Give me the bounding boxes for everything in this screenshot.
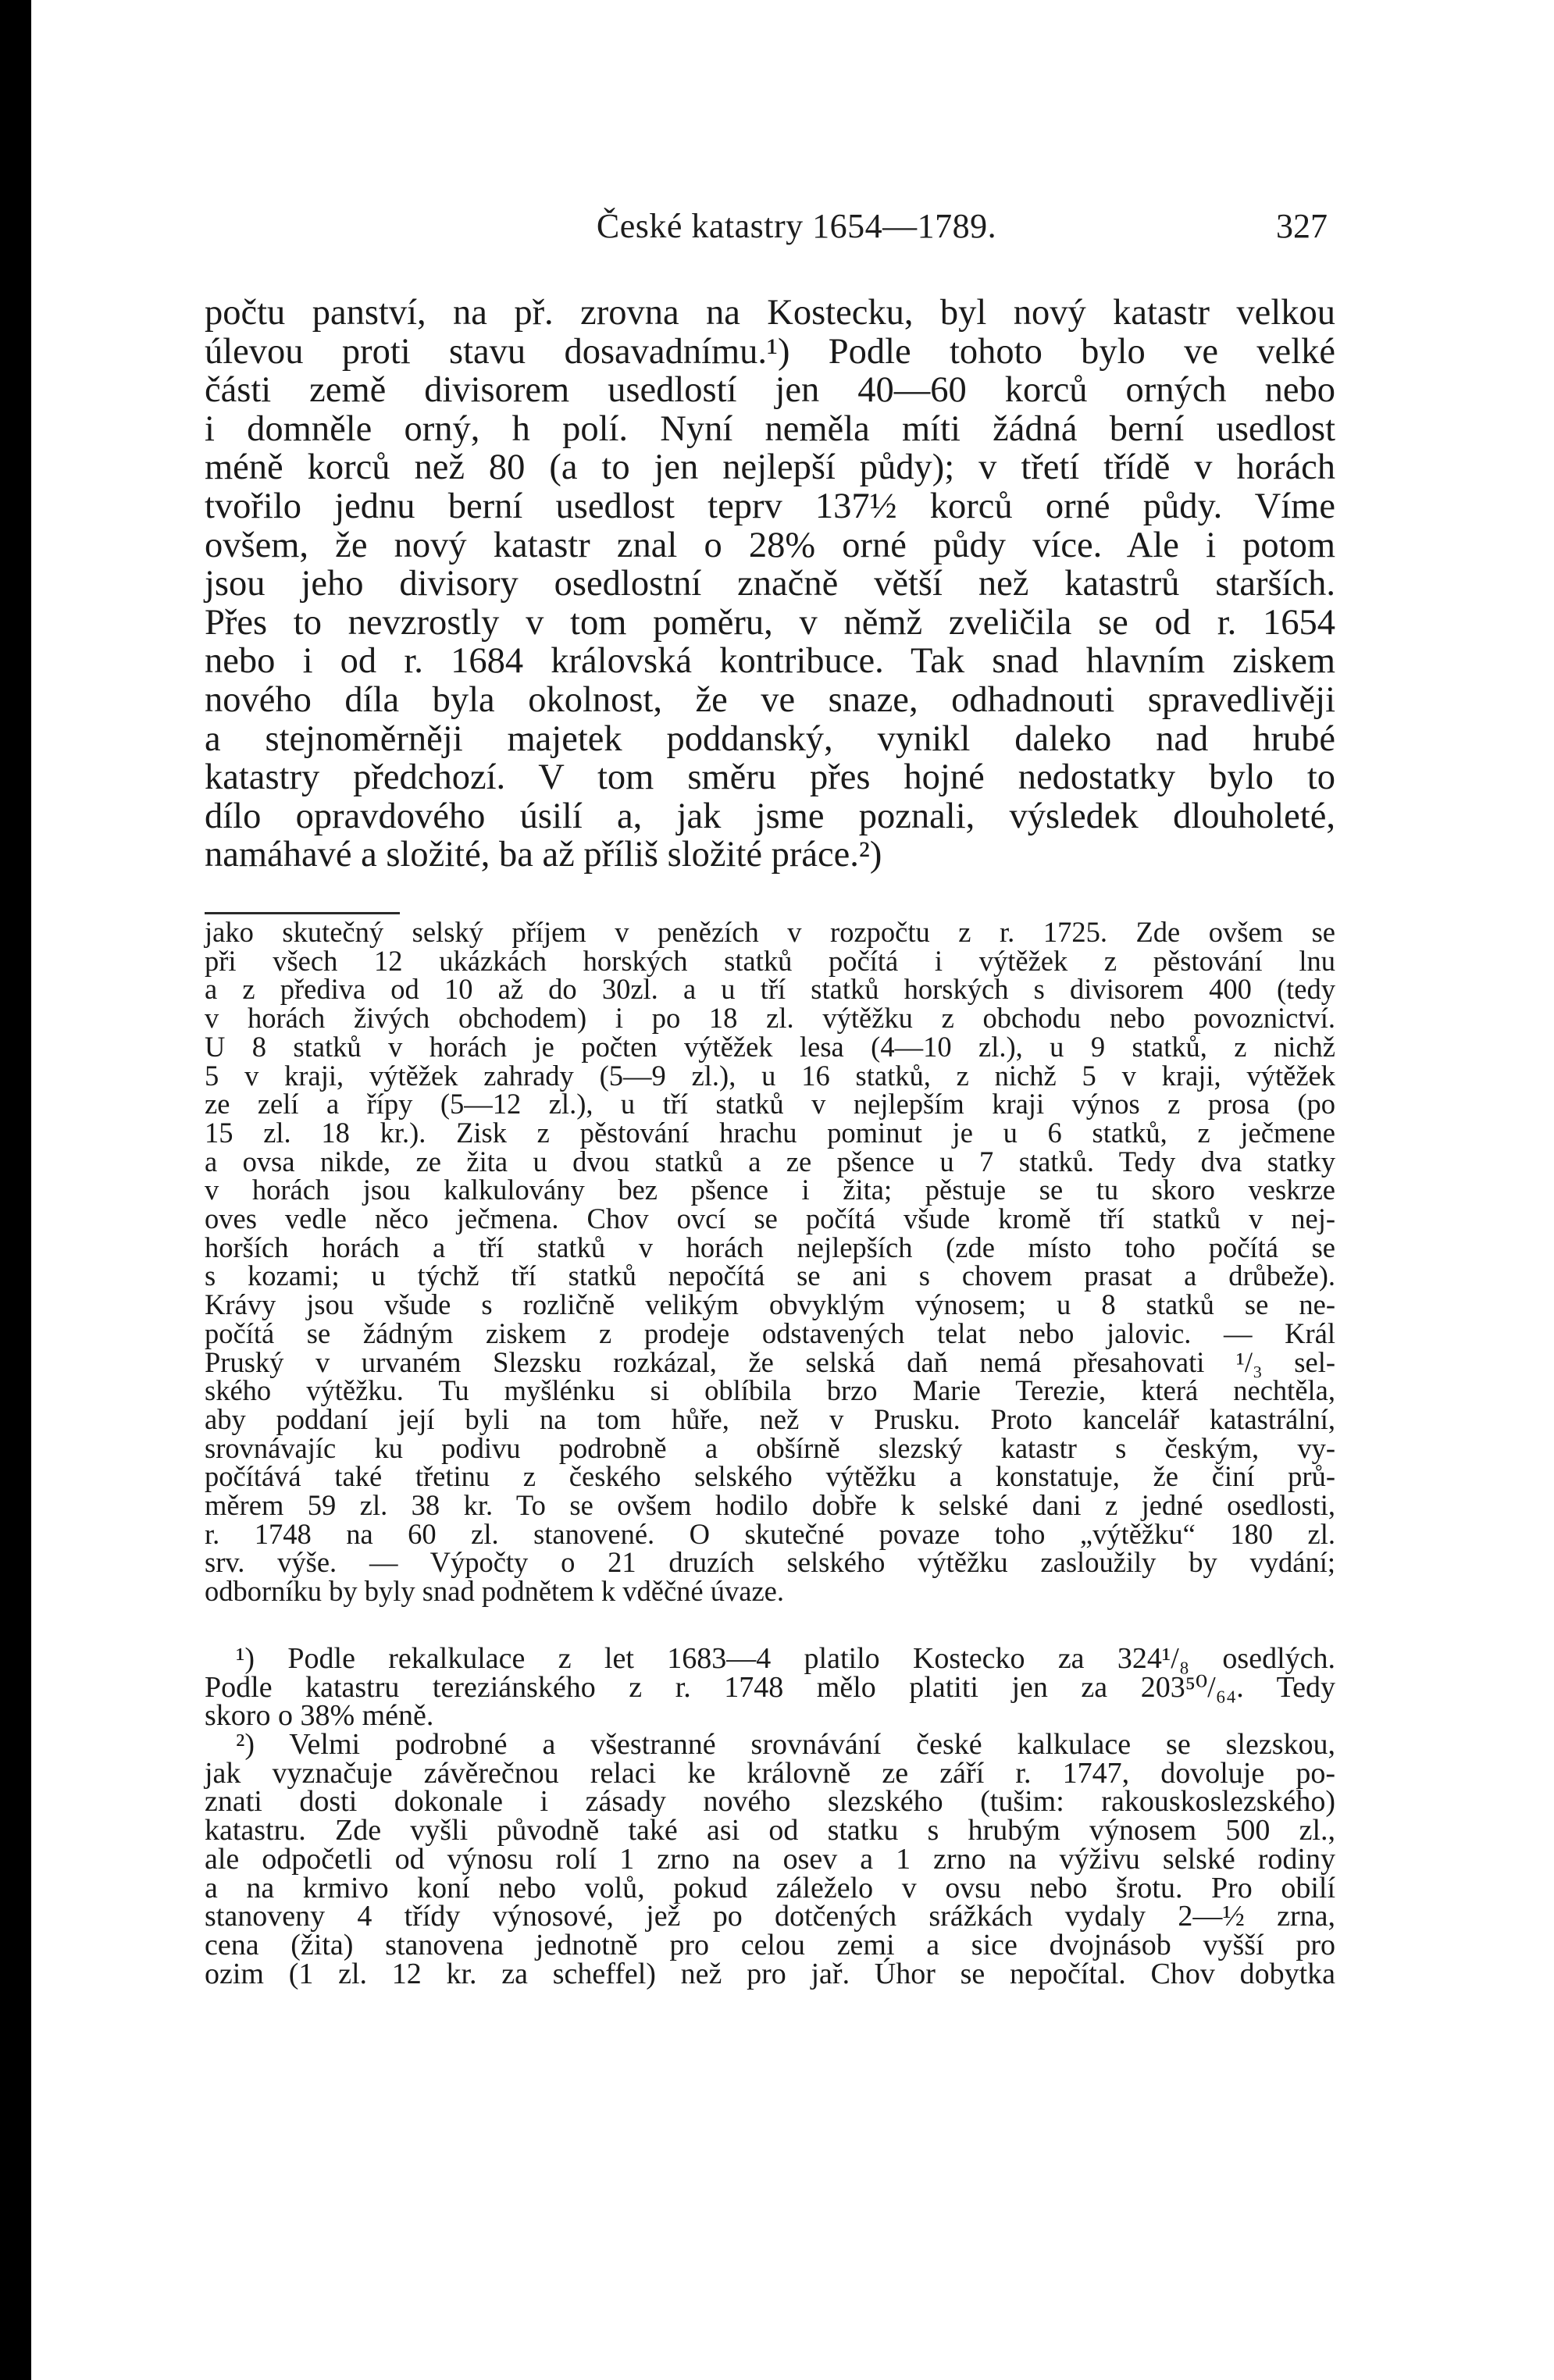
text-line: i domněle orný, h polí. Nyní neměla míti žádná berní usedlost	[205, 408, 1335, 449]
footnote-line: ¹) Podle rekalkulace z let 1683—4 platilo Kostecko za 324¹/₈ osedlých.	[236, 1642, 1335, 1675]
footnote-line: jako skutečný selský příjem v penězích v rozpočtu z r. 1725. Zde ovšem se	[205, 916, 1335, 948]
footnote-line: skoro o 38% méně.	[205, 1699, 434, 1733]
footnote-line: 5 v kraji, výtěžek zahrady (5—9 zl.), u 16 statků, z nichž 5 v kraji, výtěžek	[205, 1059, 1335, 1092]
text-line: méně korců než 80 (a to jen nejlepší půdy); v třetí třídě v horách	[205, 447, 1335, 488]
footnote-line: počítá se žádným ziskem z prodeje odstavených telat nebo jalovic. — Král	[205, 1316, 1335, 1349]
page-number: 327	[1276, 207, 1328, 245]
footnote-line: počítává také třetinu z českého selského výtěžku a konstatuje, že činí prů-	[205, 1460, 1335, 1493]
footnote-line: při všech 12 ukázkách horských statků počítá i výtěžek z pěstování lnu	[205, 944, 1335, 977]
footnote-line: horších horách a tří statků v horách nejlepších (zde místo toho počítá se	[205, 1231, 1335, 1263]
footnote-line: a z přediva od 10 až do 30zl. a u tří statků horských s divisorem 400 (tedy	[205, 973, 1335, 1006]
footnote-line: oves vedle něco ječmena. Chov ovcí se počítá všude kromě tří statků v nej-	[205, 1202, 1335, 1235]
footnote-continuation	[205, 918, 1335, 1606]
footnote-line: jak vyznačuje závěrečnou relaci ke královně ze září r. 1747, dovoluje po-	[205, 1756, 1335, 1790]
text-line: úlevou proti stavu dosavadnímu.¹) Podle tohoto bylo ve velké	[205, 331, 1335, 372]
footnote-line: s kozami; u týchž tří statků nepočítá se ani s chovem prasat a drůbeže).	[205, 1259, 1335, 1292]
text-line: nového díla byla okolnost, že ve snaze, odhadnouti spravedlivěji	[205, 679, 1335, 720]
text-line: namáhavé a složité, ba až příliš složité práce.²)	[205, 835, 882, 875]
footnote-line: ²) Velmi podrobné a všestranné srovnávání české kalkulace se slezskou,	[236, 1728, 1335, 1761]
footnote-line: ského výtěžku. Tu myšlénku si oblíbila brzo Marie Terezie, která nechtěla,	[205, 1374, 1335, 1407]
footnote-line: odborníku by byly snad podnětem k vděčné úvaze.	[205, 1575, 784, 1608]
book-page	[31, 0, 1554, 2380]
page-header	[31, 206, 1554, 269]
footnote-line: Podle katastru tereziánského z r. 1748 mělo platiti jen za 203⁵⁰/₆₄. Tedy	[205, 1670, 1335, 1704]
footnote-line: měrem 59 zl. 38 kr. To se ovšem hodilo dobře k selské dani z jedné osedlosti,	[205, 1489, 1335, 1522]
footnote-line: v horách jsou kalkulovány bez pšence i žita; pěstuje se tu skoro veskrze	[205, 1174, 1335, 1206]
footnote-line: srv. výše. — Výpočty o 21 druzích selského výtěžku zasloužily by vydání;	[205, 1546, 1335, 1579]
footnote-line: ozim (1 zl. 12 kr. za scheffel) než pro jař. Úhor se nepočítal. Chov dobytka	[205, 1957, 1335, 1990]
text-line: Přes to nevzrostly v tom poměru, v němž zveličila se od r. 1654	[205, 602, 1335, 643]
text-line: a stejnoměrněji majetek poddanský, vynikl daleko nad hrubé	[205, 718, 1335, 759]
footnote-2	[205, 1730, 1335, 1988]
text-line: části země divisorem usedlostí jen 40—60 korců orných nebo	[205, 370, 1335, 411]
text-line: katastry předchozí. V tom směru přes hojné nedostatky bylo to	[205, 757, 1335, 798]
text-line: nebo i od r. 1684 královská kontribuce. Tak snad hlavním ziskem	[205, 641, 1335, 682]
footnote-separator	[205, 912, 400, 914]
footnote-line: 15 zl. 18 kr.). Zisk z pěstování hrachu pominut je u 6 statků, z ječmene	[205, 1116, 1335, 1149]
footnote-line: Pruský v urvaném Slezsku rozkázal, že selská daň nemá přesahovati ¹/₃ sel-	[205, 1345, 1335, 1378]
footnote-line: v horách živých obchodem) i po 18 zl. výtěžku z obchodu nebo povoznictví.	[205, 1002, 1335, 1035]
text-line: tvořilo jednu berní usedlost teprv 137½ korců orné půdy. Víme	[205, 486, 1335, 526]
footnote-line: ale odpočetli od výnosu rolí 1 zrno na osev a 1 zrno na výživu selské rodiny	[205, 1842, 1335, 1876]
footnote-line: znati dosti dokonale i zásady nového slezského (tušim: rakouskoslezského)	[205, 1785, 1335, 1819]
text-line: počtu panství, na př. zrovna na Kostecku, byl nový katastr velkou	[205, 293, 1335, 333]
footnote-line: r. 1748 na 60 zl. stanovené. O skutečné povaze toho „výtěžku“ 180 zl.	[205, 1517, 1335, 1550]
footnote-line: cena (žita) stanovena jednotně pro celou zemi a sice dvojnásob vyšší pro	[205, 1928, 1335, 1961]
main-paragraph	[205, 294, 1335, 875]
running-title: České katastry 1654—1789.	[596, 207, 997, 245]
footnote-line: katastru. Zde vyšli původně také asi od statku s hrubým výnosem 500 zl.,	[205, 1814, 1335, 1847]
footnote-line: ze zelí a řípy (5—12 zl.), u tří statků v nejlepším kraji výnos z prosa (po	[205, 1088, 1335, 1121]
footnote-line: a ovsa nikde, ze žita u dvou statků a ze pšence u 7 statků. Tedy dva statky	[205, 1145, 1335, 1178]
footnote-1	[205, 1642, 1335, 1733]
text-line: ovšem, že nový katastr znal o 28% orné půdy více. Ale i potom	[205, 525, 1335, 565]
footnote-line: U 8 statků v horách je počten výtěžek lesa (4—10 zl.), u 9 statků, z nichž	[205, 1030, 1335, 1063]
text-line: dílo opravdového úsilí a, jak jsme poznali, výsledek dlouholeté,	[205, 796, 1335, 836]
footnote-line: aby poddaní její byli na tom hůře, než v Prusku. Proto kancelář katastrální,	[205, 1402, 1335, 1435]
footnote-line: Krávy jsou všude s rozličně velikým obvyklým výnosem; u 8 statků se ne-	[205, 1288, 1335, 1321]
footnote-line: a na krmivo koní nebo volů, pokud záleželo v ovsu nebo šrotu. Pro obilí	[205, 1871, 1335, 1904]
text-line: jsou jeho divisory osedlostní značně větší než katastrů starších.	[205, 564, 1335, 604]
footnote-line: srovnávajíc ku podivu podrobně a obšírně slezský katastr s českým, vy-	[205, 1431, 1335, 1464]
footnote-line: stanoveny 4 třídy výnosové, jež po dotčených srážkách vydaly 2—½ zrna,	[205, 1900, 1335, 1933]
